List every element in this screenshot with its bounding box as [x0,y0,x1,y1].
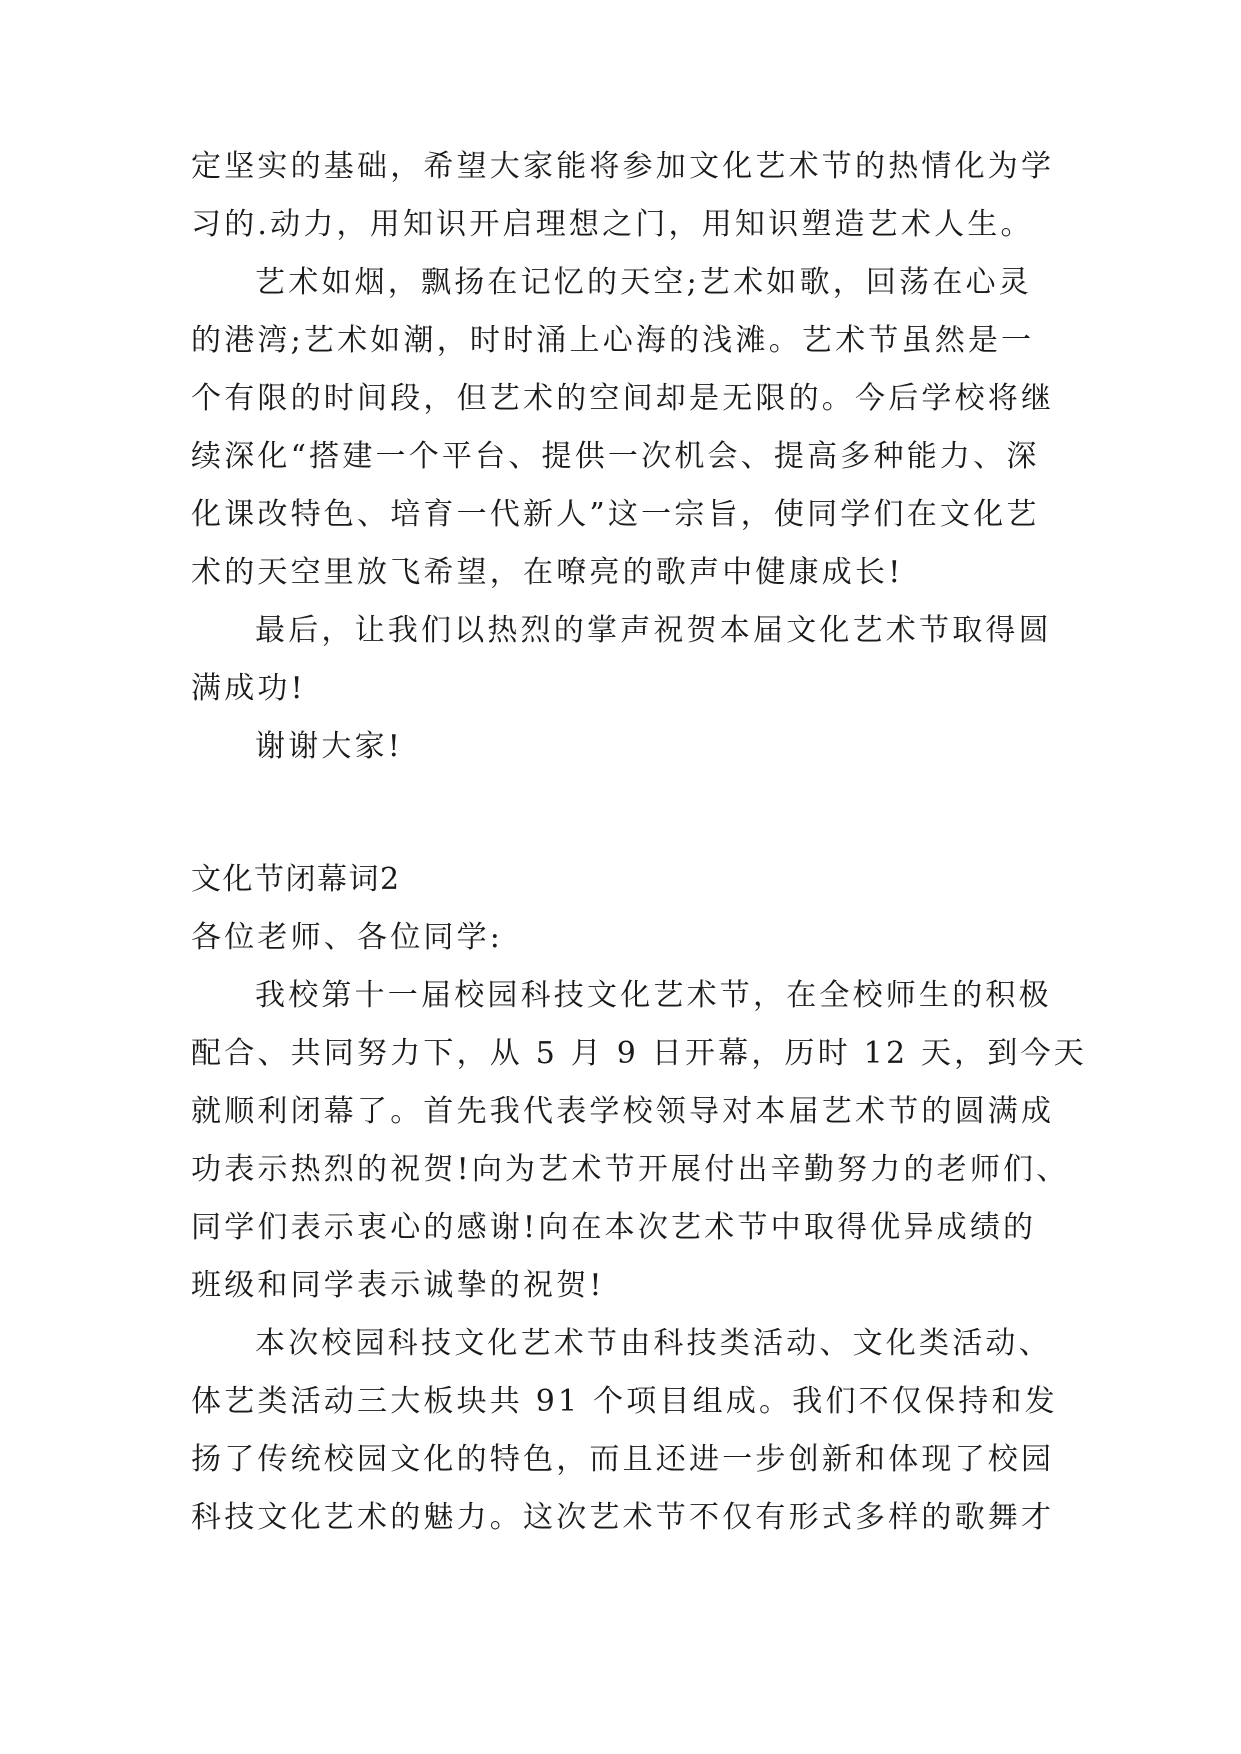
salutation: 各位老师、各位同学: [191,920,504,955]
text-line: 同学们表示衷心的感谢!向在本次艺术节中取得优异成绩的 [191,1210,1037,1245]
text-line: 最后，让我们以热烈的掌声祝贺本届文化艺术节取得圆 [255,613,1052,648]
text-line: 扬了传统校园文化的特色，而且还进一步创新和体现了校园 [191,1442,1055,1477]
text-line: 功表示热烈的祝贺!向为艺术节开展付出辛勤努力的老师们、 [191,1152,1070,1187]
text-line: 配合、共同努力下，从 5 月 9 日开幕，历时 12 天，到今天 [191,1036,1087,1071]
text-line: 就顺利闭幕了。首先我代表学校领导对本届艺术节的圆满成 [191,1094,1055,1129]
section-title: 文化节闭幕词2 [191,862,401,897]
text-line: 班级和同学表示诚挚的祝贺! [191,1268,605,1303]
text-line: 的港湾;艺术如潮，时时涌上心海的浅滩。艺术节虽然是一 [191,323,1035,358]
text-line: 化课改特色、培育一代新人”这一宗旨，使同学们在文化艺 [191,497,1040,532]
text-line: 定坚实的基础，希望大家能将参加文化艺术节的热情化为学 [191,149,1055,184]
text-line: 我校第十一届校园科技文化艺术节，在全校师生的积极 [255,978,1052,1013]
text-line: 艺术如烟，飘扬在记忆的天空;艺术如歌，回荡在心灵 [255,265,1032,300]
text-line: 个有限的时间段，但艺术的空间却是无限的。今后学校将继 [191,381,1055,416]
text-line: 科技文化艺术的魅力。这次艺术节不仅有形式多样的歌舞才 [191,1500,1055,1535]
text-line: 本次校园科技文化艺术节由科技类活动、文化类活动、 [255,1326,1052,1361]
text-line: 谢谢大家! [255,729,404,764]
text-line: 续深化“搭建一个平台、提供一次机会、提高多种能力、深 [191,439,1040,474]
text-line: 习的.动力，用知识开启理想之门，用知识塑造艺术人生。 [191,207,1034,242]
text-line: 术的天空里放飞希望，在嘹亮的歌声中健康成长! [191,555,904,590]
text-line: 满成功! [191,671,306,706]
text-line: 体艺类活动三大板块共 91 个项目组成。我们不仅保持和发 [191,1384,1058,1419]
